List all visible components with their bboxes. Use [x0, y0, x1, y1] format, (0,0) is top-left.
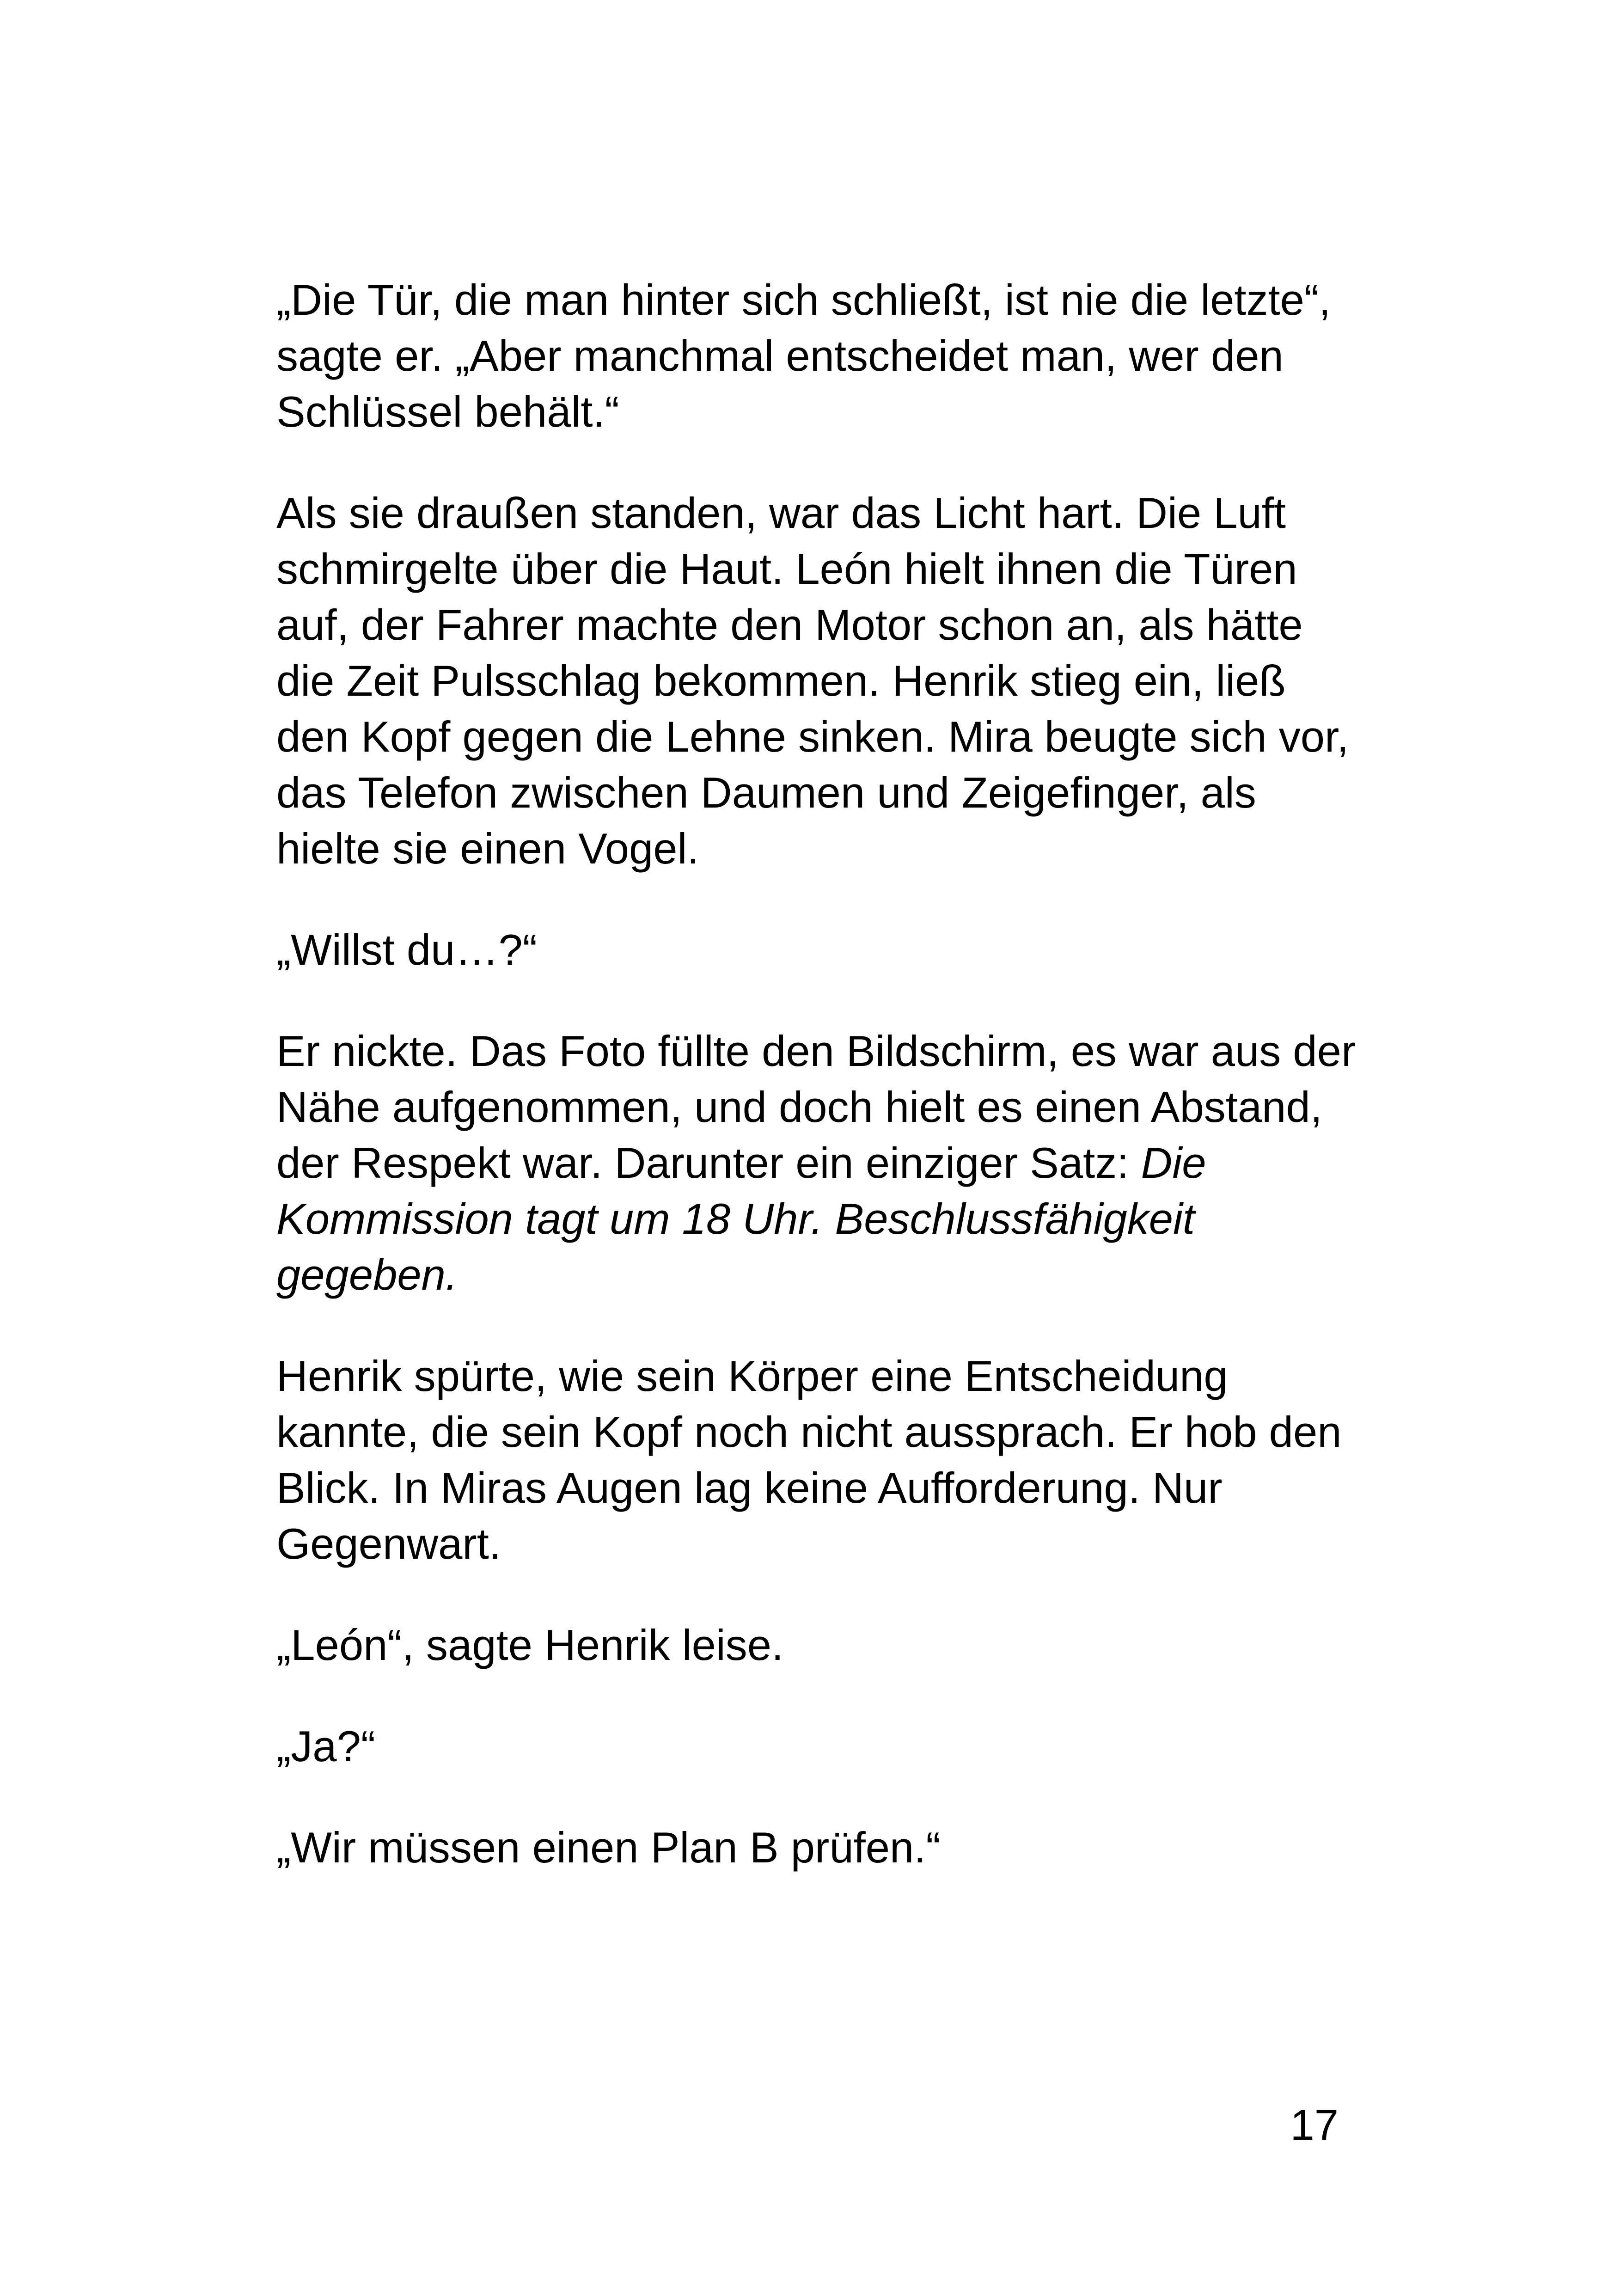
italic-text-line: gegeben. [276, 1250, 458, 1299]
text-line: Nähe aufgenommen, und doch hielt es einen Abstand, [276, 1083, 1322, 1131]
paragraph-3 [276, 922, 1344, 978]
text-line: schmirgelte über die Haut. León hielt ihnen die Türen [276, 545, 1297, 593]
text-line: Er nickte. Das Foto füllte den Bildschirm, es war aus der [276, 1027, 1356, 1075]
text-line: sagte er. „Aber manchmal entscheidet man, wer den [276, 331, 1284, 380]
text-line: Blick. In Miras Augen lag keine Aufforderung. Nur [276, 1463, 1223, 1512]
italic-text: Die [1141, 1139, 1206, 1187]
text-line-mixed [276, 1135, 1344, 1191]
text-line-regular: der Respekt war. Darunter ein einziger Satz: [276, 1139, 1141, 1187]
paragraph-6 [276, 1617, 1344, 1673]
text-line: Schlüssel behält.“ [276, 387, 619, 436]
text-line: „Die Tür, die man hinter sich schließt, ist nie die letzte“, [276, 276, 1331, 324]
text-line: die Zeit Pulsschlag bekommen. Henrik stieg ein, ließ [276, 656, 1286, 705]
text-line: „Wir müssen einen Plan B prüfen.“ [276, 1823, 941, 1872]
text-line: auf, der Fahrer machte den Motor schon an, als hätte [276, 600, 1303, 649]
page-number: 17 [1290, 2100, 1339, 2149]
text-line: Gegenwart. [276, 1519, 501, 1568]
text-line: „Ja?“ [276, 1722, 376, 1770]
text-line: hielte sie einen Vogel. [276, 824, 699, 873]
text-line: das Telefon zwischen Daumen und Zeigefinger, als [276, 768, 1256, 817]
italic-text-line: Kommission tagt um 18 Uhr. Beschlussfähigkeit [276, 1194, 1195, 1243]
paragraph-2 [276, 485, 1349, 876]
body-text [276, 272, 1356, 1921]
paragraph-1 [276, 272, 1344, 440]
paragraph-5 [276, 1348, 1344, 1572]
paragraph-8 [276, 1819, 1344, 1875]
text-line: Als sie draußen standen, war das Licht hart. Die Luft [276, 489, 1286, 537]
paragraph-7 [276, 1718, 1344, 1774]
text-line: den Kopf gegen die Lehne sinken. Mira beugte sich vor, [276, 712, 1349, 761]
text-line: Henrik spürte, wie sein Körper eine Entscheidung [276, 1352, 1228, 1400]
text-line: „León“, sagte Henrik leise. [276, 1621, 784, 1669]
paragraph-4 [276, 1023, 1356, 1303]
text-line: kannte, die sein Kopf noch nicht aussprach. Er hob den [276, 1408, 1342, 1456]
text-line: „Willst du…?“ [276, 925, 538, 974]
